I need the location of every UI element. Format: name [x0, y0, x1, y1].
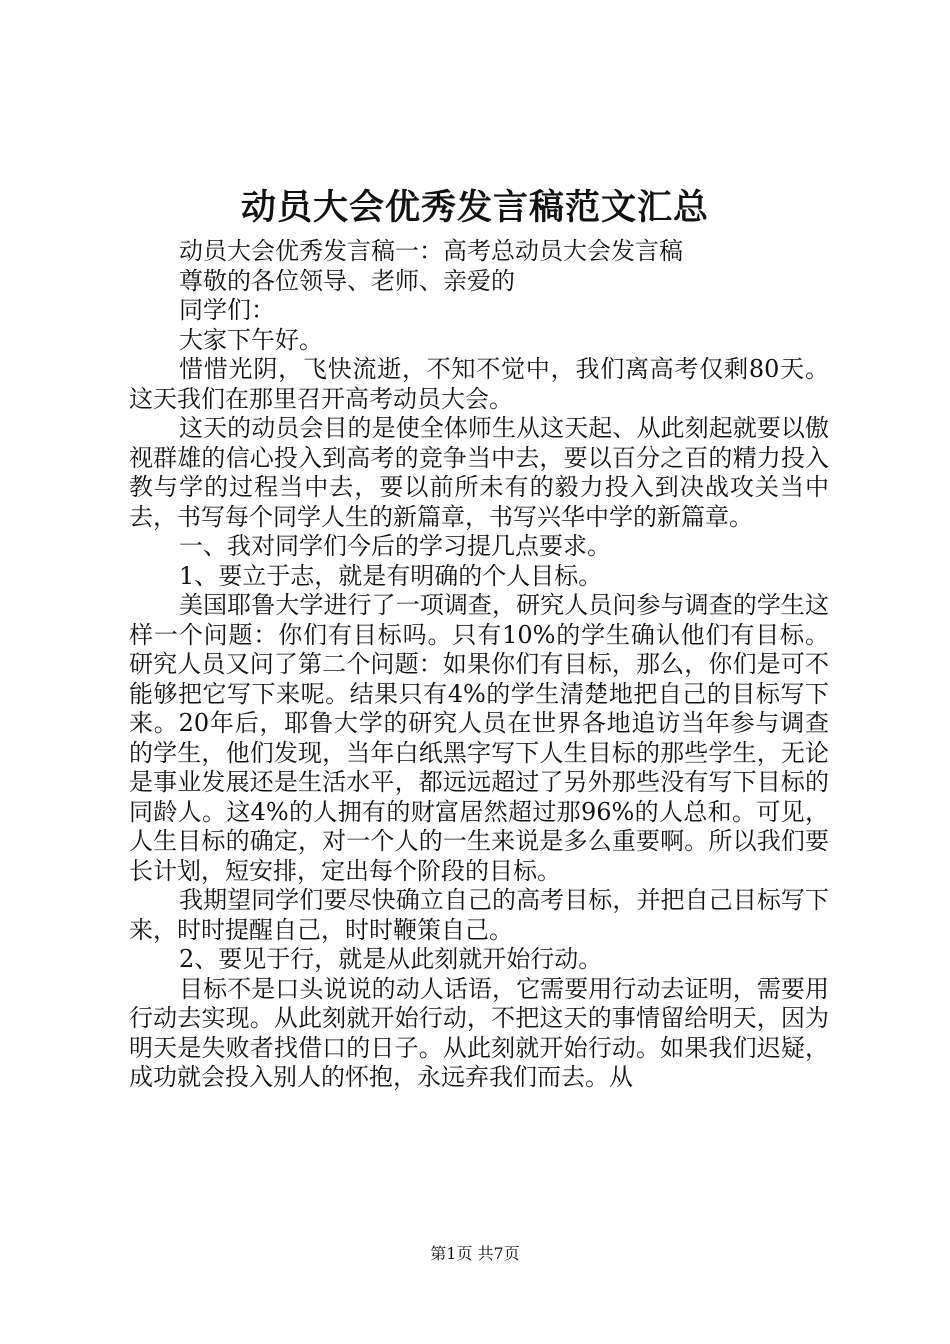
document-title: 动员大会优秀发言稿范文汇总	[240, 187, 709, 228]
paragraph: 大家下午好。	[179, 325, 323, 354]
paragraph: 动员大会优秀发言稿一：高考总动员大会发言稿	[179, 237, 683, 265]
paragraph: 一、我对同学们今后的学习提几点要求。	[179, 532, 611, 560]
paragraph: 同学们：	[179, 296, 275, 324]
paragraph: 美国耶鲁大学进行了一项调查，研究人员问参与调查的学生这样一个问题：你们有目标吗。只有10%的学生确认他们有目标。研究人员又问了第二个问题：如果你们有目标，那么，你们是可不能够把它写下来呢。结果只有4%的学生清楚地把自己的目标写下来。20年后，耶鲁大学的研究人员在世界各地追访当年参与调查的学生，他们发现，当年白纸黑字写下人生目标的那些学生，无论是事业发展还是生活水平，都远远超过了另外那些没有写下目标的同龄人。这4%的人拥有的财富居然超过那96%的人总和。可见，人生目标的确定，对一个人的一生来说是多么重要啊。所以我们要长计划，短安排，定出每个阶段的目标。	[129, 591, 829, 885]
paragraph: 目标不是口头说说的动人话语，它需要用行动去证明，需要用行动去实现。从此刻就开始行动，不把这天的事情留给明天，因为明天是失败者找借口的日子。从此刻就开始行动。如果我们迟疑，成功就会投入别人的怀抱，永远弃我们而去。从	[129, 974, 829, 1091]
page-number-footer: 第1页 共7页	[430, 1244, 520, 1263]
paragraph: 2、要见于行，就是从此刻就开始行动。	[179, 945, 603, 973]
paragraph: 惜惜光阴，飞快流逝，不知不觉中，我们离高考仅剩80天。这天我们在那里召开高考动员大会。	[129, 355, 829, 413]
paragraph: 尊敬的各位领导、老师、亲爱的	[179, 266, 515, 295]
paragraph: 这天的动员会目的是使全体师生从这天起、从此刻起就要以傲视群雄的信心投入到高考的竞争当中去，要以百分之百的精力投入教与学的过程当中去，要以前所未有的毅力投入到决战攻关当中去，书写每个同学人生的新篇章，书写兴华中学的新篇章。	[129, 414, 829, 531]
document-body	[129, 237, 829, 1093]
paragraph: 我期望同学们要尽快确立自己的高考目标，并把自己目标写下来，时时提醒自己，时时鞭策自己。	[129, 886, 829, 944]
paragraph: 1、要立于志，就是有明确的个人目标。	[179, 561, 603, 590]
